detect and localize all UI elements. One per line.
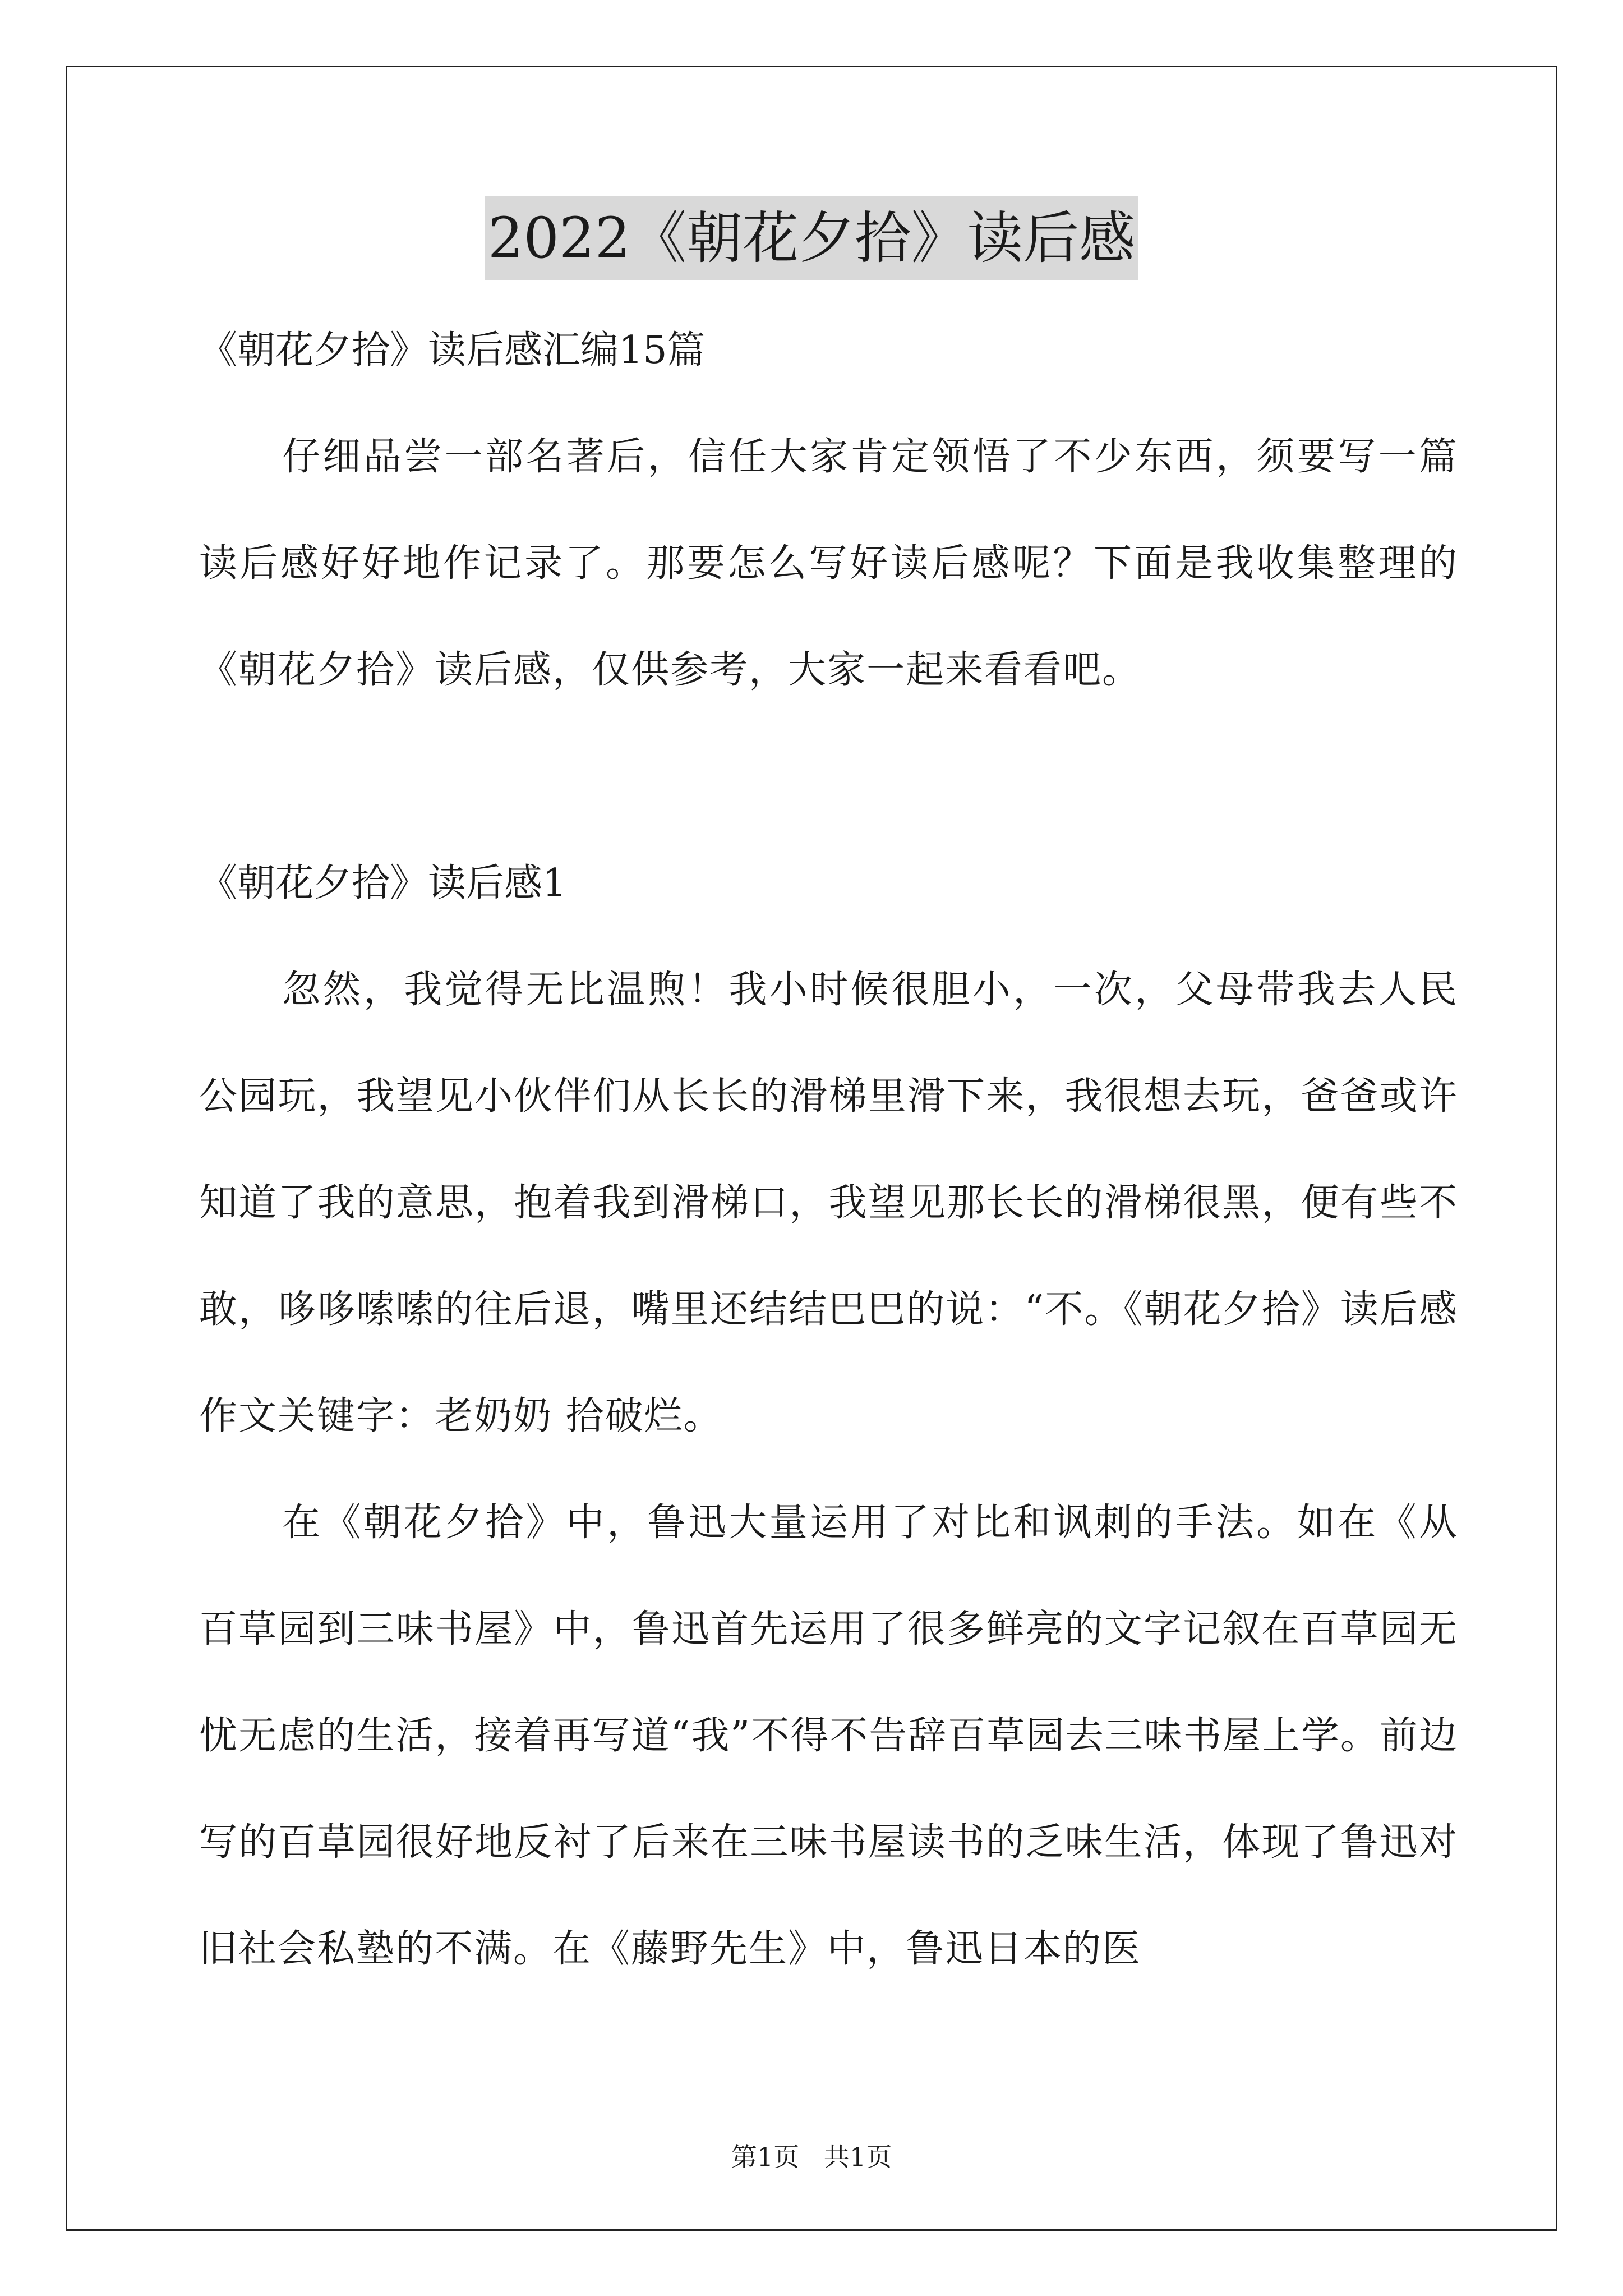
page-footer: 第1页 共1页 xyxy=(731,2142,892,2172)
body-paragraph-1: 忽然，我觉得无比温煦！我小时候很胆小，一次，父母带我去人民公园玩，我望见小伙伴们从长长的滑梯里滑下来，我很想去玩，爸爸或许知道了我的意思，抱着我到滑梯口，我望见那长长的滑梯很黑，便有些不敢，哆哆嗦嗦的往后退，嘴里还结结巴巴的说：“不。《朝花夕拾》读后感作文关键字：老奶奶 拾破烂。 xyxy=(199,968,1458,1438)
section-heading: 《朝花夕拾》读后感1 xyxy=(199,861,567,905)
intro-paragraph: 仔细品尝一部名著后，信任大家肯定领悟了不少东西，须要写一篇读后感好好地作记录了。那要怎么写好读后感呢？下面是我收集整理的《朝花夕拾》读后感，仅供参考，大家一起来看看吧。 xyxy=(199,435,1458,692)
body-paragraph-2: 在《朝花夕拾》中，鲁迅大量运用了对比和讽刺的手法。如在《从百草园到三味书屋》中，鲁迅首先运用了很多鲜亮的文字记叙在百草园无忧无虑的生活，接着再写道“我”不得不告辞百草园去三味书屋上学。前边写的百草园很好地反衬了后来在三味书屋读书的乏味生活，体现了鲁迅对旧社会私塾的不满。在《藤野先生》中，鲁迅日本的医 xyxy=(199,1501,1458,1971)
document-body xyxy=(199,297,1458,2003)
title-container xyxy=(0,196,1623,280)
section-spacer xyxy=(199,724,1458,830)
collection-heading: 《朝花夕拾》读后感汇编15篇 xyxy=(199,328,706,372)
document-title: 2022《朝花夕拾》读后感 xyxy=(485,196,1139,280)
